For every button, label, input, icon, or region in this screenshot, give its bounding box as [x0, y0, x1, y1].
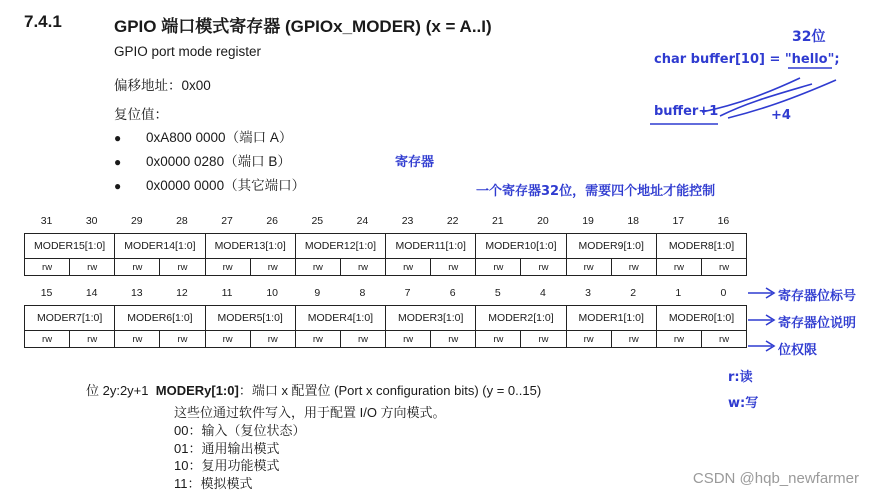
access-cell: rw	[701, 259, 746, 276]
bit-number: 5	[494, 287, 501, 299]
bit-number: 17	[672, 215, 685, 227]
bit-desc-annotation: 寄存器位说明	[778, 316, 857, 331]
bit-number: 30	[85, 215, 98, 227]
bit-number: 24	[356, 215, 369, 227]
section-title: GPIO 端口模式寄存器 (GPIOx_MODER) (x = A..I)	[114, 17, 492, 36]
access-cell: rw	[521, 331, 566, 348]
buffer-plus-annotation: buffer+1	[654, 104, 719, 119]
mode-option: 11：模拟模式	[174, 475, 253, 491]
access-cell: rw	[386, 259, 431, 276]
bit-number: 2	[630, 287, 637, 299]
offset-address: 偏移地址：0x00	[114, 78, 211, 93]
access-cell: rw	[340, 331, 385, 348]
reset-value-text: 0x0000 0280（端口 B）	[146, 154, 291, 169]
access-cell: rw	[160, 259, 205, 276]
access-cell: rw	[115, 331, 160, 348]
register-note-annotation: 一个寄存器32位，需要四个地址才能控制	[476, 184, 716, 199]
access-cell: rw	[205, 331, 250, 348]
bit-number: 13	[130, 287, 143, 299]
access-cell: rw	[611, 259, 656, 276]
access-cell: rw	[521, 259, 566, 276]
register-field: MODER13[1:0]	[205, 234, 295, 259]
pointer-stroke-3	[720, 84, 812, 116]
register-field: MODER1[1:0]	[566, 306, 656, 331]
bit-index-annotation: 寄存器位标号	[778, 289, 857, 304]
register-field: MODER6[1:0]	[115, 306, 205, 331]
code-annotation: char buffer[10] = "hello";	[654, 52, 840, 67]
access-cell: rw	[25, 259, 70, 276]
bit-number: 31	[40, 215, 53, 227]
access-cell: rw	[701, 331, 746, 348]
mode-option: 01：通用输出模式	[174, 440, 280, 456]
bit-number: 10	[266, 287, 279, 299]
mode-option: 00：输入（复位状态）	[174, 423, 306, 438]
access-cell: rw	[611, 331, 656, 348]
mode-option: 10：复用功能模式	[174, 458, 280, 473]
access-cell: rw	[476, 331, 521, 348]
reset-value-text: 0x0000 0000（其它端口）	[146, 178, 306, 193]
reset-value-text: 0xA800 0000（端口 A）	[146, 130, 293, 145]
access-cell: rw	[566, 259, 611, 276]
bit-number: 29	[130, 215, 143, 227]
bit-number: 9	[314, 287, 321, 299]
bit-number: 18	[627, 215, 640, 227]
bit-number: 4	[540, 287, 546, 299]
register-field: MODER3[1:0]	[386, 306, 476, 331]
bit-number: 25	[311, 215, 324, 227]
access-cell: rw	[160, 331, 205, 348]
access-cell: rw	[250, 259, 295, 276]
access-cell: rw	[205, 259, 250, 276]
register-field: MODER10[1:0]	[476, 234, 566, 259]
reset-label: 复位值：	[114, 107, 168, 122]
section-number: 7.4.1	[24, 12, 62, 31]
description-line2: 这些位通过软件写入，用于配置 I/O 方向模式。	[174, 405, 446, 420]
read-annotation: r:读	[728, 370, 753, 385]
access-cell: rw	[656, 331, 701, 348]
bit-number: 8	[359, 287, 366, 299]
access-cell: rw	[70, 331, 115, 348]
register-field: MODER0[1:0]	[656, 306, 746, 331]
field-name: MODERy[1:0]	[155, 383, 239, 398]
bit-number: 16	[717, 215, 730, 227]
access-cell: rw	[476, 259, 521, 276]
register-field: MODER4[1:0]	[295, 306, 385, 331]
access-cell: rw	[386, 331, 431, 348]
upper-bit-numbers	[24, 215, 746, 229]
bit-number: 1	[675, 287, 682, 299]
register-field: MODER2[1:0]	[476, 306, 566, 331]
bit-number: 20	[537, 215, 549, 227]
bit-number: 22	[446, 215, 459, 227]
register-field: MODER7[1:0]	[25, 306, 115, 331]
bit-number: 19	[582, 215, 594, 227]
bit-number: 0	[720, 287, 727, 299]
field-summary: ：端口 x 配置位 (Port x configuration bits) (y = 0..15)	[238, 383, 542, 398]
bit-number: 21	[491, 215, 504, 227]
bullet-icon: ●	[114, 179, 122, 193]
bit-number: 11	[221, 287, 233, 299]
register-field: MODER5[1:0]	[205, 306, 295, 331]
bit-number: 27	[221, 215, 233, 227]
bit-number: 26	[266, 215, 279, 227]
write-annotation: w:写	[728, 396, 759, 411]
bit-number: 28	[176, 215, 188, 227]
bit-number: 15	[40, 287, 53, 299]
register-field: MODER12[1:0]	[295, 234, 385, 259]
register-field: MODER15[1:0]	[25, 234, 115, 259]
bit-number: 23	[401, 215, 414, 227]
bit-number: 14	[85, 287, 98, 299]
access-cell: rw	[566, 331, 611, 348]
watermark: CSDN @hqb_newfarmer	[692, 470, 859, 487]
access-cell: rw	[115, 259, 160, 276]
upper-register-table	[24, 233, 747, 276]
pointer-stroke-1	[702, 78, 800, 112]
register-field: MODER14[1:0]	[115, 234, 205, 259]
lower-register-table	[24, 305, 747, 348]
bit-number: 7	[404, 287, 411, 299]
bit-number: 3	[585, 287, 591, 299]
register-field: MODER11[1:0]	[386, 234, 476, 259]
register-field: MODER9[1:0]	[566, 234, 656, 259]
access-annotation: 位权限	[778, 343, 818, 358]
register-field: MODER8[1:0]	[656, 234, 746, 259]
bullet-icon: ●	[114, 155, 122, 169]
access-cell: rw	[250, 331, 295, 348]
lower-bit-numbers	[24, 287, 746, 301]
plus4-annotation: +4	[771, 108, 791, 123]
access-cell: rw	[70, 259, 115, 276]
bit-description	[86, 380, 541, 399]
bit-number: 12	[176, 287, 188, 299]
access-cell: rw	[656, 259, 701, 276]
subtitle: GPIO port mode register	[114, 44, 262, 59]
bits-range: 位 2y:2y+1	[86, 383, 149, 398]
access-cell: rw	[431, 331, 476, 348]
register-annotation: 寄存器	[395, 155, 435, 170]
access-cell: rw	[25, 331, 70, 348]
access-cell: rw	[340, 259, 385, 276]
access-cell: rw	[431, 259, 476, 276]
access-cell: rw	[295, 331, 340, 348]
bit-number: 6	[449, 287, 456, 299]
bullet-icon: ●	[114, 131, 122, 145]
access-cell: rw	[295, 259, 340, 276]
label-32bit: 32位	[792, 29, 826, 45]
